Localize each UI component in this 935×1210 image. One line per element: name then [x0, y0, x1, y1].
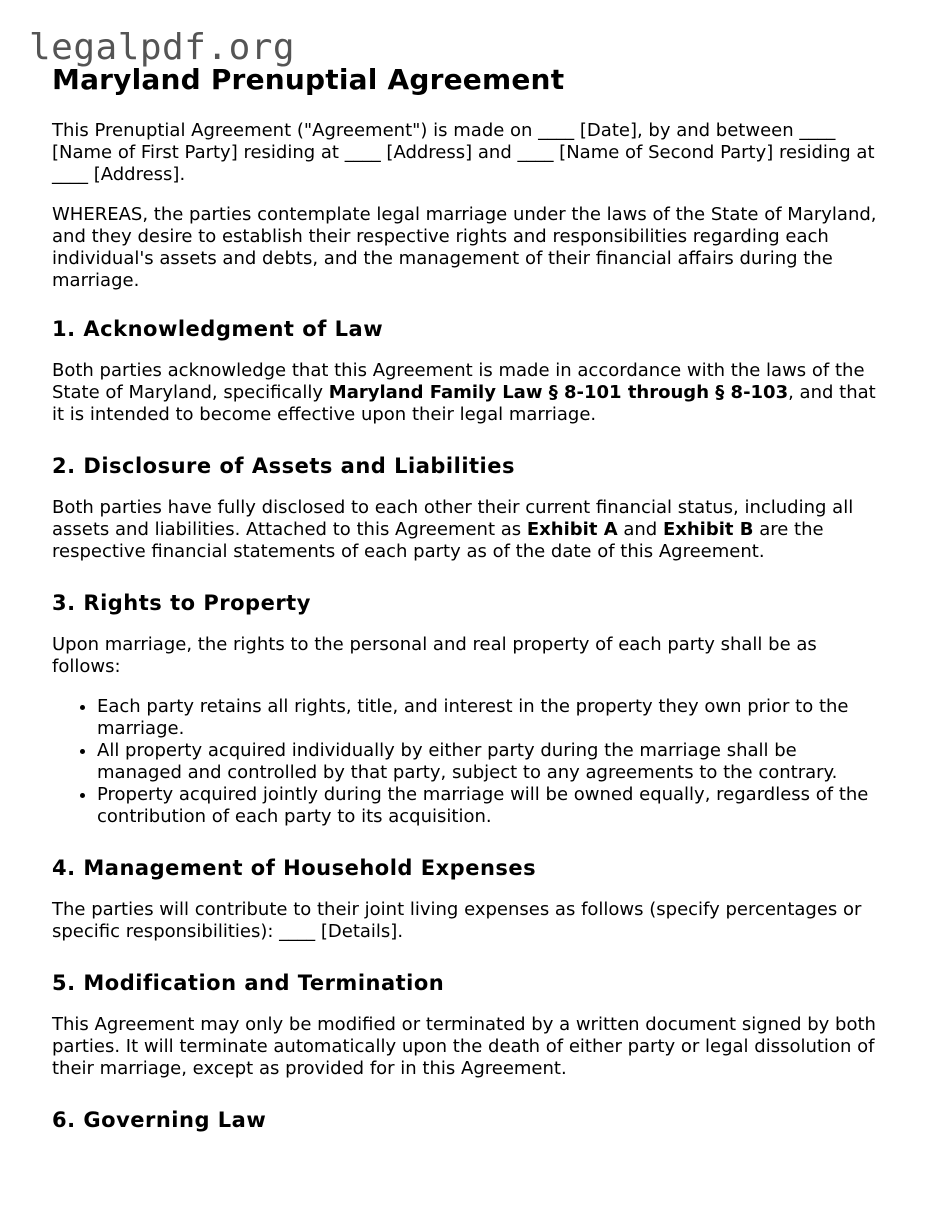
section-2-heading: 2. Disclosure of Assets and Liabilities [52, 454, 516, 478]
section-5-heading: 5. Modification and Termination [52, 971, 445, 995]
section-1-statute: Maryland Family Law § 8-101 through § 8-103 [328, 382, 789, 403]
section-5-paragraph: This Agreement may only be modified or terminated by a written document signed by both parties. It will terminate automatically upon the death of either party or legal dissolution of their marriage, except as provided for in this Agreement. [52, 1014, 876, 1079]
list-item: • Property acquired jointly during the marriage will be owned equally, regardless of the contribution of each party to its acquisition. [97, 784, 887, 828]
list-item: • All property acquired individually by either party during the marriage shall be managed and controlled by that party, subject to any agreements to the contrary. [97, 740, 887, 784]
section-1-paragraph [52, 360, 887, 426]
section-1-text-b: , and that it is intended to become effective upon their legal marriage. [52, 382, 876, 425]
list-item: • Each party retains all rights, title, and interest in the property they own prior to the marriage. [97, 696, 887, 740]
section-6-heading: 6. Governing Law [52, 1108, 267, 1132]
section-4-heading: 4. Management of Household Expenses [52, 856, 537, 880]
section-4-paragraph: The parties will contribute to their joint living expenses as follows (specify percentages or specific responsibilities): ____ [Details]. [52, 899, 862, 942]
section-2-exhibit-b: Exhibit B [662, 519, 754, 540]
section-2-text-b: and [617, 519, 663, 540]
document-page [52, 62, 887, 1151]
section-3-paragraph: Upon marriage, the rights to the personal and real property of each party shall be as follows: [52, 634, 817, 677]
section-1-heading: 1. Acknowledgment of Law [52, 317, 384, 341]
whereas-paragraph: WHEREAS, the parties contemplate legal marriage under the laws of the State of Maryland, and they desire to establish their respective rights and responsibilities regarding each individual's assets and debts, and the management of their financial affairs during the marriage. [52, 204, 877, 291]
intro-paragraph: This Prenuptial Agreement ("Agreement") is made on ____ [Date], by and between ____ [Name of First Party] residing at ____ [Address] and ____ [Name of Second Party] residing at ____ [Address]. [52, 120, 875, 185]
section-2-text-a: Both parties have fully disclosed to each other their current financial status, including all assets and liabilities. Attached to this Agreement as [52, 497, 854, 540]
section-2-exhibit-a: Exhibit A [526, 519, 618, 540]
section-2-paragraph [52, 497, 887, 563]
document-title: Maryland Prenuptial Agreement [52, 63, 565, 96]
section-2-text-c: are the respective financial statements of each party as of the date of this Agreement. [52, 519, 824, 562]
watermark-logo: legalpdf.org [29, 27, 296, 68]
section-1-text-a: Both parties acknowledge that this Agreement is made in accordance with the laws of the State of Maryland, specifically [52, 360, 865, 403]
property-rights-list [52, 696, 887, 828]
section-3-heading: 3. Rights to Property [52, 591, 311, 615]
